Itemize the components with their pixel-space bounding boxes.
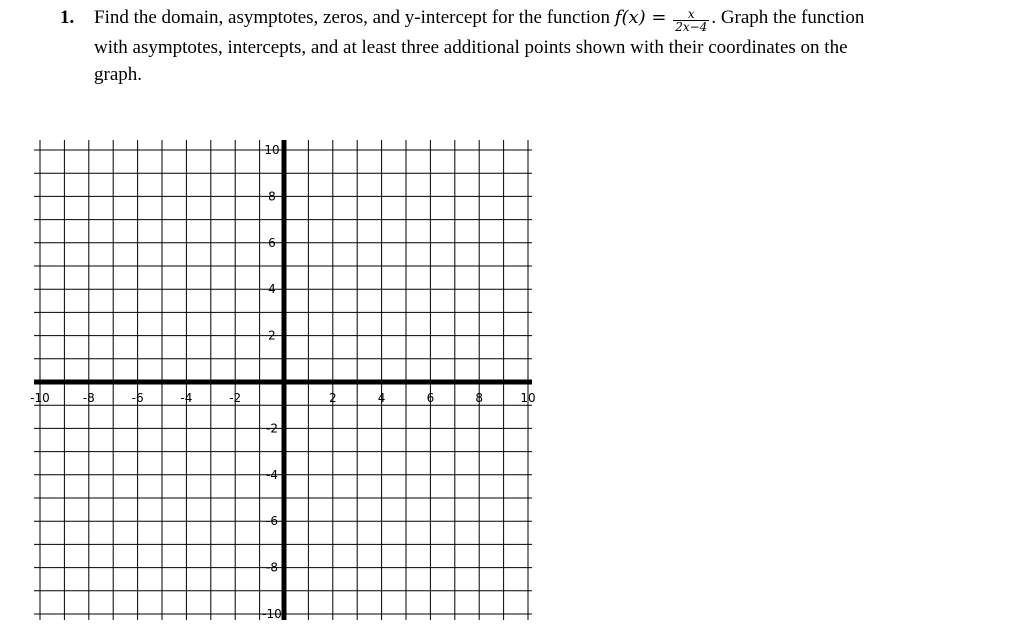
problem-number: 1. [60,7,75,28]
problem-text-end: . Graph the function [711,7,865,28]
y-tick-label: -6 [266,514,278,529]
function-name: f(x) = [614,7,667,28]
x-tick-label: -6 [131,391,144,405]
x-tick-label: 4 [377,391,386,405]
x-tick-label: -10 [30,391,50,405]
y-tick-label: 4 [268,282,276,297]
y-tick-label: 2 [268,328,276,343]
problem-text-start: Find the domain, asymptotes, zeros, and y-intercept for the function [94,7,615,28]
y-tick-label: -4 [266,467,278,482]
y-tick-label: -10 [262,607,282,621]
x-tick-label: -2 [229,391,242,405]
x-tick-label: 8 [475,391,484,405]
y-tick-label: -8 [266,560,278,575]
y-tick-label: 6 [268,235,276,250]
fraction-denominator: 2x−4 [675,19,708,34]
x-tick-label: 10 [520,391,536,405]
x-tick-label: -4 [180,391,193,405]
y-tick-label: 8 [268,189,276,204]
x-tick-label: -8 [82,391,95,405]
problem-line-2: with asymptotes, intercepts, and at least three additional points shown with their coordinates on the [94,36,848,58]
x-tick-label: 6 [426,391,435,405]
y-tick-label: -2 [266,421,278,436]
fraction-numerator: x [673,8,709,21]
x-tick-label: 2 [328,391,337,405]
y-tick-label: 10 [264,143,280,157]
problem-line-3: graph. [94,63,143,85]
axes [34,140,532,620]
